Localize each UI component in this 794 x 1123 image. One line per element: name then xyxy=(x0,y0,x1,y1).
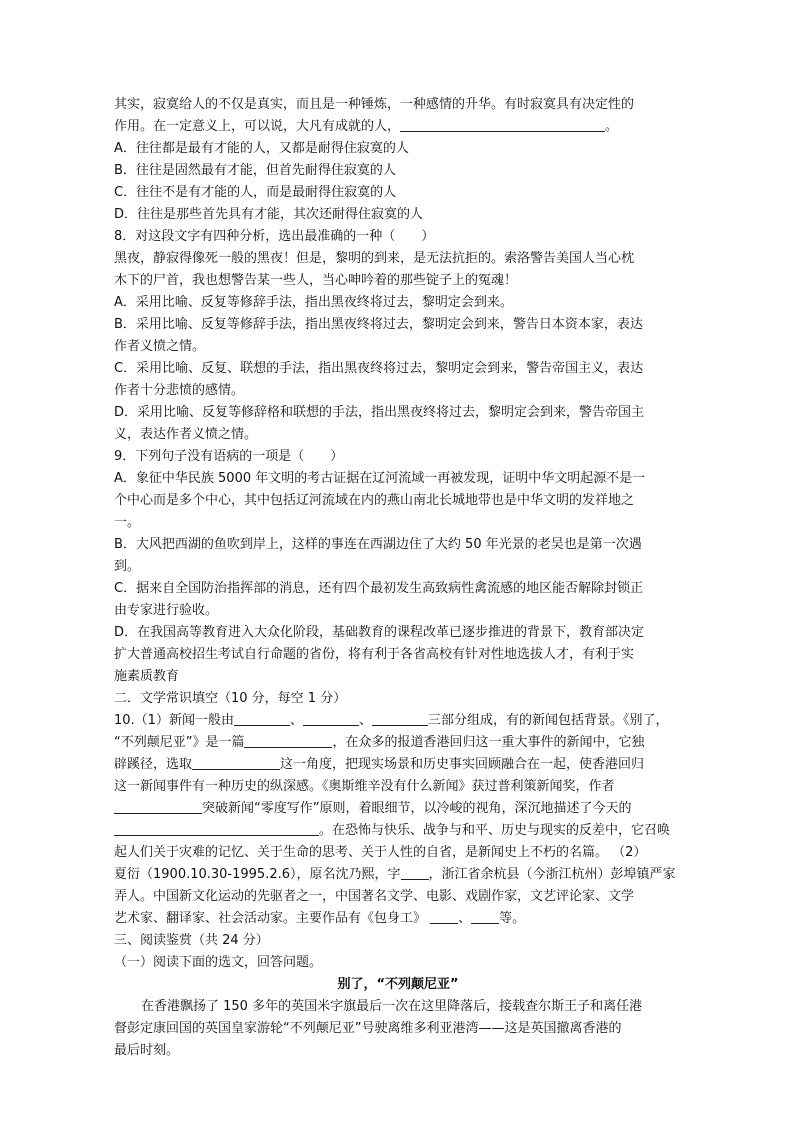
answer-blank[interactable] xyxy=(114,799,202,814)
q7-option-b: B．往往是固然最有才能，但首先耐得住寂寞的人 xyxy=(114,163,396,178)
intro-end: 。 xyxy=(605,119,619,134)
section3-subtitle: （一）阅读下面的选文，回答问题。 xyxy=(114,955,323,970)
q10-text: 辟蹊径，选取 xyxy=(114,757,193,772)
q9-line: B．大风把西湖的鱼吹到岸上，这样的事连在西湖边住了大约 50 年光景的老吴也是第一次遇 xyxy=(114,537,642,552)
q10-line-8 xyxy=(114,864,682,886)
q10-text: 10.（1）新闻一般由 xyxy=(114,713,234,728)
q10-text: 突破新闻“零度写作”原则，着眼细节，以冷峻的视角，深沉地描述了今天的 xyxy=(202,801,632,816)
q8-option-line: C．采用比喻、反复、联想的手法，指出黑夜终将过去，黎明定会到来，警告帝国主义，表达 xyxy=(114,361,644,376)
q10-line-1 xyxy=(114,710,682,732)
q7-option-d: D．往往是那些首先具有才能，其次还耐得住寂寞的人 xyxy=(114,207,424,222)
q8-option-line: A．采用比喻、反复等修辞手法，指出黑夜终将过去，黎明定会到来。 xyxy=(114,295,513,310)
q9-line: A．象征中华民族 5000 年文明的考古证据在辽河流域一再被发现，证明中华文明起源不是一 xyxy=(114,471,646,486)
q10-text: 等。 xyxy=(499,911,526,926)
q8-option-line: 义，表达作者义愤之情。 xyxy=(114,427,258,442)
q10-line-10 xyxy=(114,908,682,930)
separator: 、 xyxy=(458,911,472,926)
q10-text: 这一角度，把现实场景和历史事实回顾融合在一起，使香港回归 xyxy=(280,757,645,772)
q9-line: 由专家进行验收。 xyxy=(114,603,219,618)
q10-line-4: 这一新闻事件有一种历史的纵深感。《奥斯维辛没有什么新闻》获过普利策新闻奖，作者 xyxy=(114,779,615,794)
answer-blank[interactable] xyxy=(114,821,319,836)
intro-line-2 xyxy=(114,116,682,138)
q9-line: C．据来自全国防治指挥部的消息，还有四个最初发生高致病性禽流感的地区能否解除封锁正 xyxy=(114,581,644,596)
section2-title: 二．文学常识填空（10 分，每空 1 分） xyxy=(114,691,347,706)
answer-blank[interactable] xyxy=(234,711,290,726)
q10-text: 夏衍（1900.10.30-1995.2.6），原名沈乃熙，字 xyxy=(114,867,401,882)
q8-option-line: B．采用比喻、反复等修辞手法，指出黑夜终将过去，黎明定会到来，警告日本资本家，表达 xyxy=(114,317,643,332)
intro-text: 作用。在一定意义上，可以说，大凡有成就的人， xyxy=(114,119,401,134)
q9-stem: 9．下列句子没有语病的一项是（ ） xyxy=(114,449,344,464)
answer-blank[interactable] xyxy=(401,865,429,880)
separator: 、 xyxy=(358,713,372,728)
q10-text: ，浙江省余杭县（今浙江杭州）彭埠镇严家 xyxy=(428,867,676,882)
q10-line-3 xyxy=(114,754,682,776)
article-line: 在香港飘扬了 150 多年的英国米字旗最后一次在这里降落后，接载查尔斯王子和离任港 xyxy=(141,999,643,1014)
article-title: 别了，“不列颠尼亚” xyxy=(337,977,459,992)
q8-stem: 8．对这段文字有四种分析，选出最准确的一种（ ） xyxy=(114,229,435,244)
separator: 、 xyxy=(289,713,303,728)
q8-passage-line: 木下的尸首，我也想警告某一些人，当心呻吟着的那些锭子上的冤魂！ xyxy=(114,273,518,288)
answer-blank[interactable] xyxy=(244,733,332,748)
q9-line: 个中心而是多个中心，其中包括辽河流域在内的燕山南北长城地带也是中华文明的发祥地之 xyxy=(114,493,635,508)
answer-blank[interactable] xyxy=(430,909,458,924)
q8-option-line: D．采用比喻、反复等修辞格和联想的手法，指出黑夜终将过去，黎明定会到来，警告帝国主 xyxy=(114,405,645,420)
answer-blank[interactable] xyxy=(303,711,359,726)
q10-text: 三部分组成，有的新闻包括背景。《别了， xyxy=(427,713,669,728)
answer-blank[interactable] xyxy=(471,909,499,924)
q7-option-c: C．往往不是有才能的人，而是最耐得住寂寞的人 xyxy=(114,185,397,200)
intro-line-1: 其实，寂寞给人的不仅是真实，而且是一种锤炼，一种感情的升华。有时寂寞具有决定性的 xyxy=(114,97,635,112)
q8-option-line: 作者十分悲愤的感情。 xyxy=(114,383,245,398)
answer-blank[interactable] xyxy=(400,117,605,132)
q10-line-7: 起人们关于灾难的记忆、关于生命的思考、关于人性的自省，是新闻史上不朽的名篇。 （2） xyxy=(114,845,647,860)
section3-title: 三、阅读鉴赏（共 24 分） xyxy=(114,933,269,948)
q10-text: 。在恐怖与快乐、战争与和平、历史与现实的反差中，它召唤 xyxy=(319,823,671,838)
q8-passage-line: 黑夜，静寂得像死一般的黑夜！但是，黎明的到来，是无法抗拒的。索洛警告美国人当心枕 xyxy=(114,251,635,266)
q10-line-2 xyxy=(114,732,682,754)
q9-line: 一。 xyxy=(114,515,141,530)
exam-page xyxy=(114,94,682,1062)
q10-text: 艺术家、翻译家、社会活动家。主要作品有《包身工》 xyxy=(114,911,431,926)
answer-blank[interactable] xyxy=(192,755,280,770)
q10-text: ，在众多的报道香港回归这一重大事件的新闻中，它独 xyxy=(332,735,645,750)
q9-line: 施素质教育 xyxy=(114,669,180,684)
q10-text: “不列颠尼亚”》是一篇 xyxy=(114,735,245,750)
q9-line: 扩大普通高校招生考试自行命题的省份，将有利于各省高校有针对性地选拔人才，有利于实 xyxy=(114,647,635,662)
answer-blank[interactable] xyxy=(372,711,428,726)
q9-line: D．在我国高等教育进入大众化阶段，基础教育的课程改革已逐步推进的背景下，教育部决定 xyxy=(114,625,645,640)
q8-option-line: 作者义愤之情。 xyxy=(114,339,206,354)
q10-line-9: 弄人。中国新文化运动的先驱者之一，中国著名文学、电影、戏剧作家，文艺评论家、文学 xyxy=(114,889,635,904)
q10-line-5 xyxy=(114,798,682,820)
q9-line: 到。 xyxy=(114,559,141,574)
q7-option-a: A．往往都是最有才能的人，又都是耐得住寂寞的人 xyxy=(114,141,409,156)
q10-line-6 xyxy=(114,820,682,842)
article-line: 督彭定康回国的英国皇家游轮“不列颠尼亚”号驶离维多利亚港湾——这是英国撤离香港的 xyxy=(114,1021,622,1036)
article-line: 最后时刻。 xyxy=(114,1043,180,1058)
